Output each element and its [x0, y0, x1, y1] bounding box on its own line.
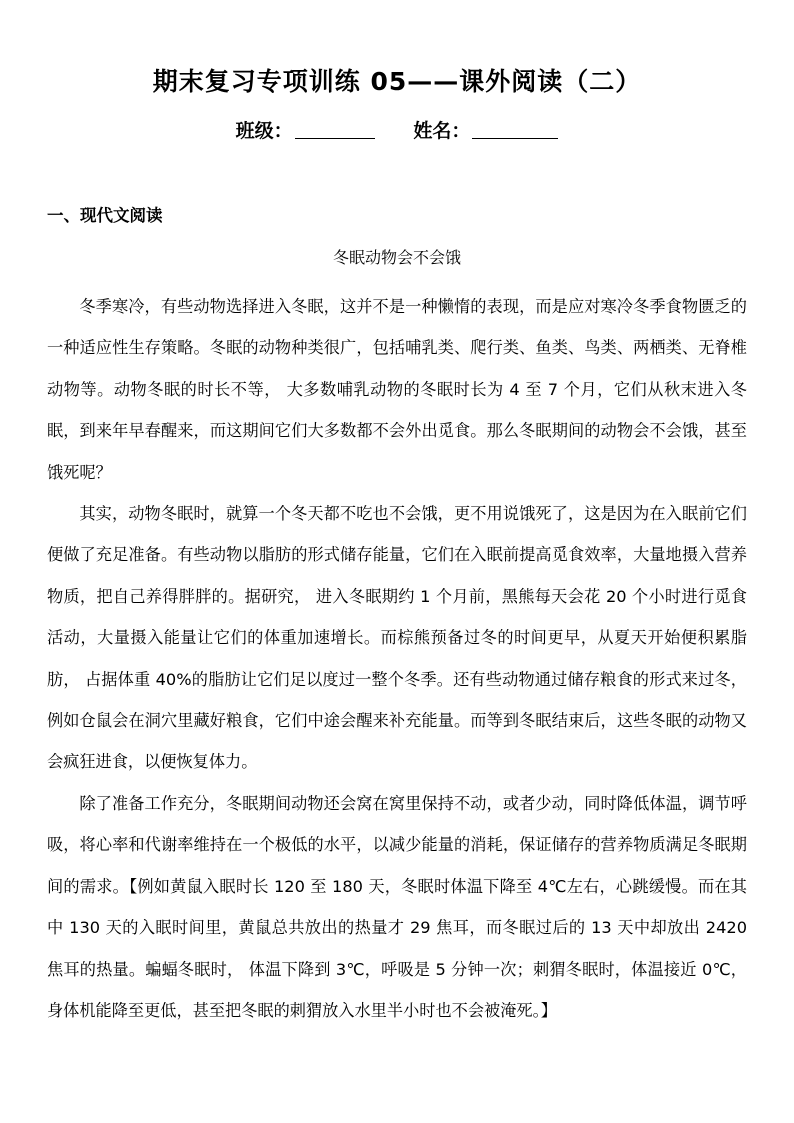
paragraph: 冬季寒冷，有些动物选择进入冬眠，这并不是一种懒惰的表现，而是应对寒冷冬季食物匮乏的一种适应性生存策略。冬眠的动物种类很广，包括哺乳类、爬行类、鱼类、鸟类、两栖类、无脊椎动物等。动物冬眠的时长不等， 大多数哺乳动物的冬眠时长为 4 至 7 个月，它们从秋末进入冬眠，到来年早春醒来，而这期间它们大多数都不会外出觅食。那么冬眠期间的动物会不会饿，甚至饿死呢？: [47, 297, 747, 482]
student-info-row: [0, 116, 794, 146]
name-blank-line: [472, 118, 558, 139]
paragraph: 除了准备工作充分，冬眠期间动物还会窝在窝里保持不动，或者少动，同时降低体温，调节呼吸，将心率和代谢率维持在一个极低的水平，以减少能量的消耗，保证储存的营养物质满足冬眠期间的需求。【例如黄鼠入眠时长 120 至 180 天，冬眠时体温下降至 4℃左右，心跳缓慢。而在其中 130 天的入眠时间里，黄鼠总共放出的热量才 29 焦耳，而冬眠过后的 13 天中却放出 2420 焦耳的热量。蝙蝠冬眠时， 体温下降到 3℃，呼吸是 5 分钟一次；刺猬冬眠时，体温接近 0℃，身体机能降至更低，甚至把冬眠的刺猬放入水里半小时也不会被淹死。】: [47, 793, 747, 1020]
section-heading: 一、现代文阅读: [47, 206, 163, 225]
name-field: [413, 116, 558, 146]
article-title: 冬眠动物会不会饿: [332, 248, 461, 267]
article-body: [47, 286, 747, 1031]
class-label: 班级：: [235, 120, 293, 142]
document-title: 期末复习专项训练 05——课外阅读（二）: [152, 67, 642, 96]
class-field: [236, 116, 375, 146]
name-label: 姓名：: [413, 120, 471, 142]
class-blank-line: [295, 118, 375, 139]
paragraph: 其实，动物冬眠时，就算一个冬天都不吃也不会饿，更不用说饿死了，这是因为在入眠前它们便做了充足准备。有些动物以脂肪的形式储存能量，它们在入眠前提高觅食效率，大量地摄入营养物质，把自己养得胖胖的。据研究， 进入冬眠期约 1 个月前，黑熊每天会花 20 个小时进行觅食活动，大量摄入能量让它们的体重加速增长。而棕熊预备过冬的时间更早，从夏天开始便积累脂肪， 占据体重 40%的脂肪让它们足以度过一整个冬季。还有些动物通过储存粮食的形式来过冬，例如仓鼠会在洞穴里藏好粮食，它们中途会醒来补充能量。而等到冬眠结束后，这些冬眠的动物又会疯狂进食，以便恢复体力。: [47, 504, 747, 772]
